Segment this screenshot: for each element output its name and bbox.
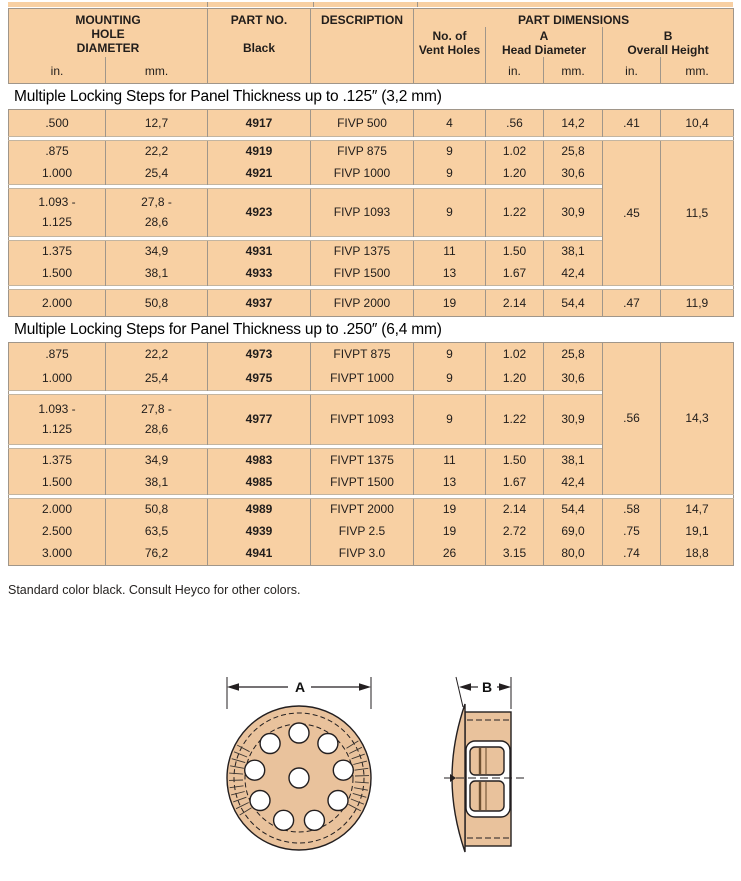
vent-hole xyxy=(318,733,338,753)
part-number-cell: 4977 xyxy=(208,394,311,444)
col-header-mounting-hole-diameter: MOUNTING HOLE DIAMETER xyxy=(9,9,208,58)
col-header-description: DESCRIPTION xyxy=(311,9,414,58)
value-cell: 26 xyxy=(414,542,486,565)
part-number-cell: 4937 xyxy=(208,289,311,316)
value-cell: 2.14 xyxy=(486,498,544,520)
value-cell: 1.22 xyxy=(486,394,544,444)
part-number-cell: 4933 xyxy=(208,262,311,285)
value-cell: 42,4 xyxy=(544,471,603,494)
value-cell: FIVP 1093 xyxy=(311,188,414,236)
col-header-vent-holes: No. of Vent Holes xyxy=(414,27,486,57)
vent-hole xyxy=(289,723,309,743)
value-cell: 22,2 xyxy=(106,140,208,162)
footer-note: Standard color black. Consult Heyco for other colors. xyxy=(8,582,301,597)
value-cell: 13 xyxy=(414,471,486,494)
value-cell: FIVP 1500 xyxy=(311,262,414,285)
value-cell: 1.67 xyxy=(486,262,544,285)
value-cell: 1.500 xyxy=(9,262,106,285)
value-cell: .500 xyxy=(9,109,106,136)
arrow-left-icon xyxy=(459,683,471,691)
vent-hole-center xyxy=(289,768,309,788)
part-number-cell: 4985 xyxy=(208,471,311,494)
value-cell: 25,8 xyxy=(544,140,603,162)
unit-header: in. xyxy=(9,57,106,83)
value-cell: 34,9 xyxy=(106,240,208,262)
vent-slot xyxy=(470,781,504,811)
value-cell: 27,8 - 28,6 xyxy=(106,188,208,236)
value-cell: 2.500 xyxy=(9,520,106,542)
value-cell-merged: .56 xyxy=(603,342,661,494)
value-cell: .41 xyxy=(603,109,661,136)
value-cell: 1.20 xyxy=(486,366,544,390)
value-cell: 1.22 xyxy=(486,188,544,236)
value-cell: FIVP 1375 xyxy=(311,240,414,262)
value-cell: 1.500 xyxy=(9,471,106,494)
vent-hole xyxy=(260,733,280,753)
unit-header: mm. xyxy=(661,57,734,83)
value-cell: 30,6 xyxy=(544,162,603,184)
value-cell: 9 xyxy=(414,162,486,184)
table-row xyxy=(9,498,734,520)
value-cell: 30,9 xyxy=(544,394,603,444)
value-cell: FIVPT 1375 xyxy=(311,448,414,471)
value-cell: FIVP 2.5 xyxy=(311,520,414,542)
dim-label-b: B xyxy=(482,678,493,695)
value-cell: .75 xyxy=(603,520,661,542)
value-cell: 63,5 xyxy=(106,520,208,542)
spec-table xyxy=(8,342,734,566)
value-cell: 22,2 xyxy=(106,342,208,366)
value-cell: 1.50 xyxy=(486,448,544,471)
value-cell: 9 xyxy=(414,394,486,444)
value-cell: 2.72 xyxy=(486,520,544,542)
spec-table-section-250 xyxy=(0,342,741,566)
vent-hole xyxy=(328,790,348,810)
value-cell: 19 xyxy=(414,498,486,520)
value-cell: 69,0 xyxy=(544,520,603,542)
col-header-a-head-diameter: A Head Diameter xyxy=(486,27,603,57)
unit-header: mm. xyxy=(106,57,208,83)
part-number-cell: 4921 xyxy=(208,162,311,184)
value-cell: 11 xyxy=(414,448,486,471)
value-cell: 1.000 xyxy=(9,162,106,184)
vent-hole xyxy=(245,760,265,780)
part-number-cell: 4931 xyxy=(208,240,311,262)
value-cell: FIVP 875 xyxy=(311,140,414,162)
part-number-cell: 4941 xyxy=(208,542,311,565)
col-header-b-overall-height: B Overall Height xyxy=(603,27,734,57)
value-cell: 1.67 xyxy=(486,471,544,494)
value-cell: 1.20 xyxy=(486,162,544,184)
value-cell: 2.000 xyxy=(9,498,106,520)
value-cell: 2.000 xyxy=(9,289,106,316)
value-cell: 38,1 xyxy=(106,262,208,285)
value-cell: 30,6 xyxy=(544,366,603,390)
value-cell: 2.14 xyxy=(486,289,544,316)
table-row xyxy=(9,140,734,162)
value-cell: 1.50 xyxy=(486,240,544,262)
side-view xyxy=(444,677,524,852)
value-cell: 9 xyxy=(414,342,486,366)
arrow-left-icon xyxy=(227,683,239,691)
value-cell: 54,4 xyxy=(544,498,603,520)
value-cell: 10,4 xyxy=(661,109,734,136)
value-cell: 9 xyxy=(414,366,486,390)
table-row xyxy=(9,109,734,136)
cropped-row-sliver xyxy=(8,2,733,7)
part-number-cell: 4939 xyxy=(208,520,311,542)
value-cell: 50,8 xyxy=(106,289,208,316)
value-cell: 1.093 - 1.125 xyxy=(9,188,106,236)
value-cell: 12,7 xyxy=(106,109,208,136)
value-cell: 54,4 xyxy=(544,289,603,316)
section-title-250: Multiple Locking Steps for Panel Thickness up to .250″ (6,4 mm) xyxy=(14,320,442,338)
value-cell: FIVPT 875 xyxy=(311,342,414,366)
value-cell: FIVP 500 xyxy=(311,109,414,136)
part-number-cell: 4973 xyxy=(208,342,311,366)
vent-slot xyxy=(470,747,504,775)
value-cell: .47 xyxy=(603,289,661,316)
value-cell: FIVPT 1500 xyxy=(311,471,414,494)
value-cell: 9 xyxy=(414,140,486,162)
value-cell: 11 xyxy=(414,240,486,262)
vent-hole xyxy=(333,760,353,780)
vent-hole xyxy=(304,810,324,830)
part-number-cell: 4975 xyxy=(208,366,311,390)
part-number-cell: 4983 xyxy=(208,448,311,471)
vent-hole xyxy=(274,810,294,830)
value-cell: 80,0 xyxy=(544,542,603,565)
value-cell: 30,9 xyxy=(544,188,603,236)
value-cell: 3.15 xyxy=(486,542,544,565)
value-cell: FIVP 3.0 xyxy=(311,542,414,565)
value-cell: 1.000 xyxy=(9,366,106,390)
value-cell: 11,9 xyxy=(661,289,734,316)
part-number-cell: 4917 xyxy=(208,109,311,136)
table-row xyxy=(9,520,734,542)
value-cell: 42,4 xyxy=(544,262,603,285)
spec-table-section-125 xyxy=(0,109,741,317)
technical-drawing xyxy=(130,641,590,859)
value-cell: .74 xyxy=(603,542,661,565)
value-cell: 38,1 xyxy=(106,471,208,494)
value-cell: 38,1 xyxy=(544,448,603,471)
arrow-right-icon xyxy=(499,683,511,691)
section-title-125: Multiple Locking Steps for Panel Thickness up to .125″ (3,2 mm) xyxy=(14,87,442,105)
col-header-part-no: PART NO. Black xyxy=(208,9,311,58)
front-view xyxy=(227,677,371,850)
value-cell: 38,1 xyxy=(544,240,603,262)
value-cell: 4 xyxy=(414,109,486,136)
value-cell-merged: 11,5 xyxy=(661,140,734,285)
part-number-cell: 4989 xyxy=(208,498,311,520)
col-header-part-dimensions: PART DIMENSIONS xyxy=(414,9,734,28)
value-cell: FIVP 2000 xyxy=(311,289,414,316)
value-cell: 1.375 xyxy=(9,240,106,262)
value-cell: 19 xyxy=(414,520,486,542)
value-cell: .58 xyxy=(603,498,661,520)
value-cell: 3.000 xyxy=(9,542,106,565)
value-cell: .875 xyxy=(9,342,106,366)
unit-header: mm. xyxy=(544,57,603,83)
unit-header: in. xyxy=(486,57,544,83)
value-cell-merged: 14,3 xyxy=(661,342,734,494)
vent-hole xyxy=(250,790,270,810)
value-cell: 9 xyxy=(414,188,486,236)
value-cell: 25,4 xyxy=(106,366,208,390)
table-row xyxy=(9,289,734,316)
part-number-cell: 4923 xyxy=(208,188,311,236)
value-cell: 13 xyxy=(414,262,486,285)
value-cell: 18,8 xyxy=(661,542,734,565)
value-cell: 25,4 xyxy=(106,162,208,184)
value-cell: 19 xyxy=(414,289,486,316)
spec-table-header xyxy=(8,8,734,84)
value-cell: 1.375 xyxy=(9,448,106,471)
value-cell: FIVPT 1093 xyxy=(311,394,414,444)
value-cell: 1.093 - 1.125 xyxy=(9,394,106,444)
value-cell: FIVPT 2000 xyxy=(311,498,414,520)
value-cell: 1.02 xyxy=(486,342,544,366)
value-cell: FIVP 1000 xyxy=(311,162,414,184)
value-cell: 50,8 xyxy=(106,498,208,520)
value-cell: 34,9 xyxy=(106,448,208,471)
spec-table xyxy=(8,109,734,317)
value-cell: .875 xyxy=(9,140,106,162)
part-number-cell: 4919 xyxy=(208,140,311,162)
value-cell: 76,2 xyxy=(106,542,208,565)
arrow-right-icon xyxy=(359,683,371,691)
value-cell: 27,8 - 28,6 xyxy=(106,394,208,444)
value-cell: 14,2 xyxy=(544,109,603,136)
value-cell: 1.02 xyxy=(486,140,544,162)
value-cell: .56 xyxy=(486,109,544,136)
table-row xyxy=(9,342,734,366)
unit-header: in. xyxy=(603,57,661,83)
dim-label-a: A xyxy=(295,678,306,695)
value-cell: 25,8 xyxy=(544,342,603,366)
value-cell: 14,7 xyxy=(661,498,734,520)
value-cell: 19,1 xyxy=(661,520,734,542)
value-cell-merged: .45 xyxy=(603,140,661,285)
table-row xyxy=(9,542,734,565)
value-cell: FIVPT 1000 xyxy=(311,366,414,390)
